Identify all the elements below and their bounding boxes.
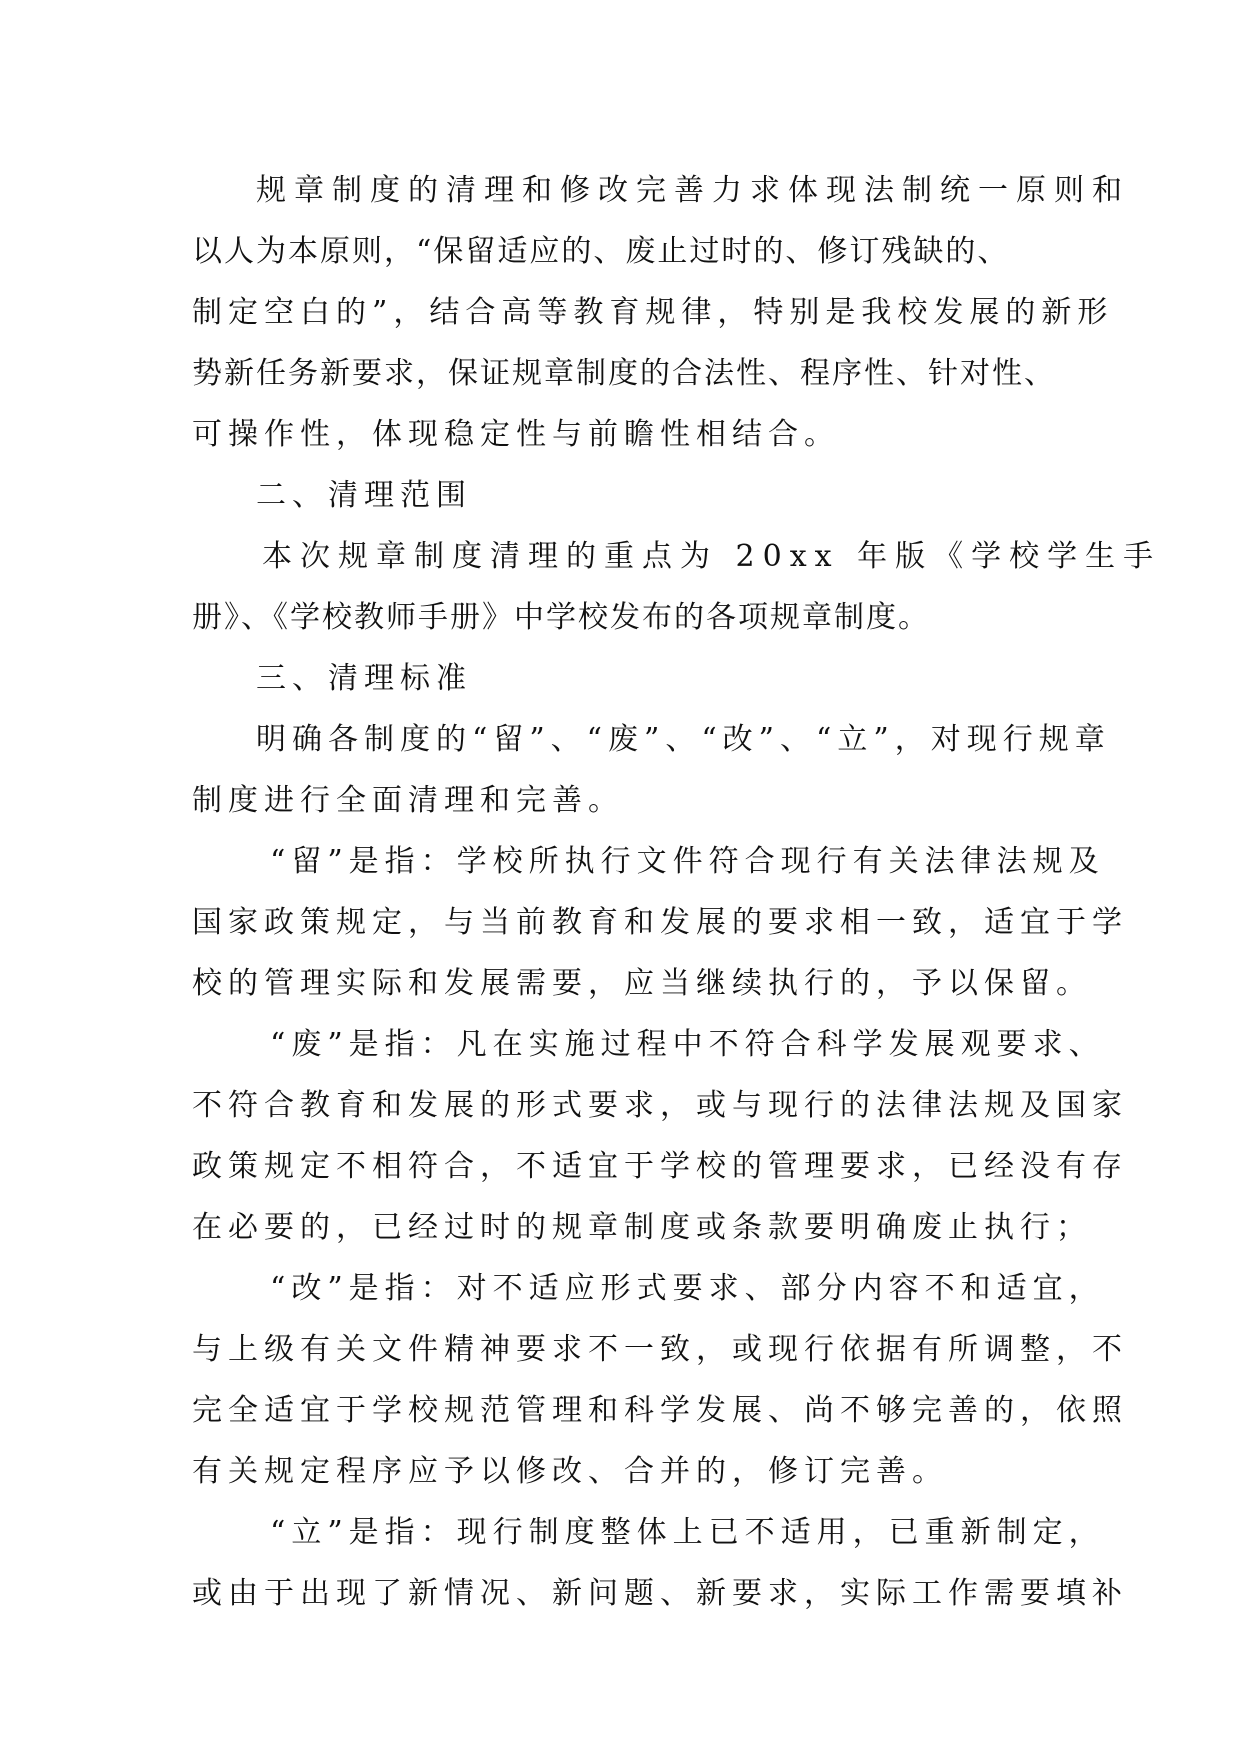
paragraph-line: “留”是指：学校所执行文件符合现行有关法律法规及 [270, 844, 1105, 879]
paragraph-line: “立”是指：现行制度整体上已不适用，已重新制定， [270, 1515, 1105, 1550]
paragraph-line: 完全适宜于学校规范管理和科学发展、尚不够完善的，依照 [192, 1393, 1128, 1428]
paragraph-line: 不符合教育和发展的形式要求，或与现行的法律法规及国家 [192, 1088, 1128, 1123]
paragraph-line: 以人为本原则，“保留适应的、废止过时的、修订残缺的、 [192, 234, 1010, 269]
paragraph-line: 与上级有关文件精神要求不一致，或现行依据有所调整，不 [192, 1332, 1128, 1367]
section-heading: 三、清理标准 [256, 661, 472, 696]
paragraph-line: 明确各制度的“留”、“废”、“改”、“立”，对现行规章 [256, 722, 1111, 757]
paragraph-line: “改”是指：对不适应形式要求、部分内容不和适宜， [270, 1271, 1105, 1306]
paragraph-line: 可操作性，体现稳定性与前瞻性相结合。 [192, 417, 840, 452]
paragraph-line: 势新任务新要求，保证规章制度的合法性、程序性、针对性、 [192, 356, 1056, 391]
paragraph-line: 制定空白的”，结合高等教育规律，特别是我校发展的新形 [192, 295, 1114, 330]
paragraph-line: “废”是指：凡在实施过程中不符合科学发展观要求、 [270, 1027, 1105, 1062]
paragraph-line: 本次规章制度清理的重点为 20xx 年版《学校学生手 [262, 539, 1162, 574]
section-heading: 二、清理范围 [256, 478, 472, 513]
paragraph-line: 或由于出现了新情况、新问题、新要求，实际工作需要填补 [192, 1576, 1128, 1611]
paragraph-line: 在必要的，已经过时的规章制度或条款要明确废止执行； [192, 1210, 1092, 1245]
paragraph-line: 册》、《学校教师手册》中学校发布的各项规章制度。 [192, 600, 930, 635]
paragraph-line: 规章制度的清理和修改完善力求体现法制统一原则和 [256, 173, 1130, 208]
paragraph-line: 政策规定不相符合，不适宜于学校的管理要求，已经没有存 [192, 1149, 1128, 1184]
paragraph-line: 国家政策规定，与当前教育和发展的要求相一致，适宜于学 [192, 905, 1128, 940]
paragraph-line: 校的管理实际和发展需要，应当继续执行的，予以保留。 [192, 966, 1092, 1001]
paragraph-line: 有关规定程序应予以修改、合并的，修订完善。 [192, 1454, 948, 1489]
paragraph-line: 制度进行全面清理和完善。 [192, 783, 624, 818]
document-body [192, 160, 1162, 1624]
